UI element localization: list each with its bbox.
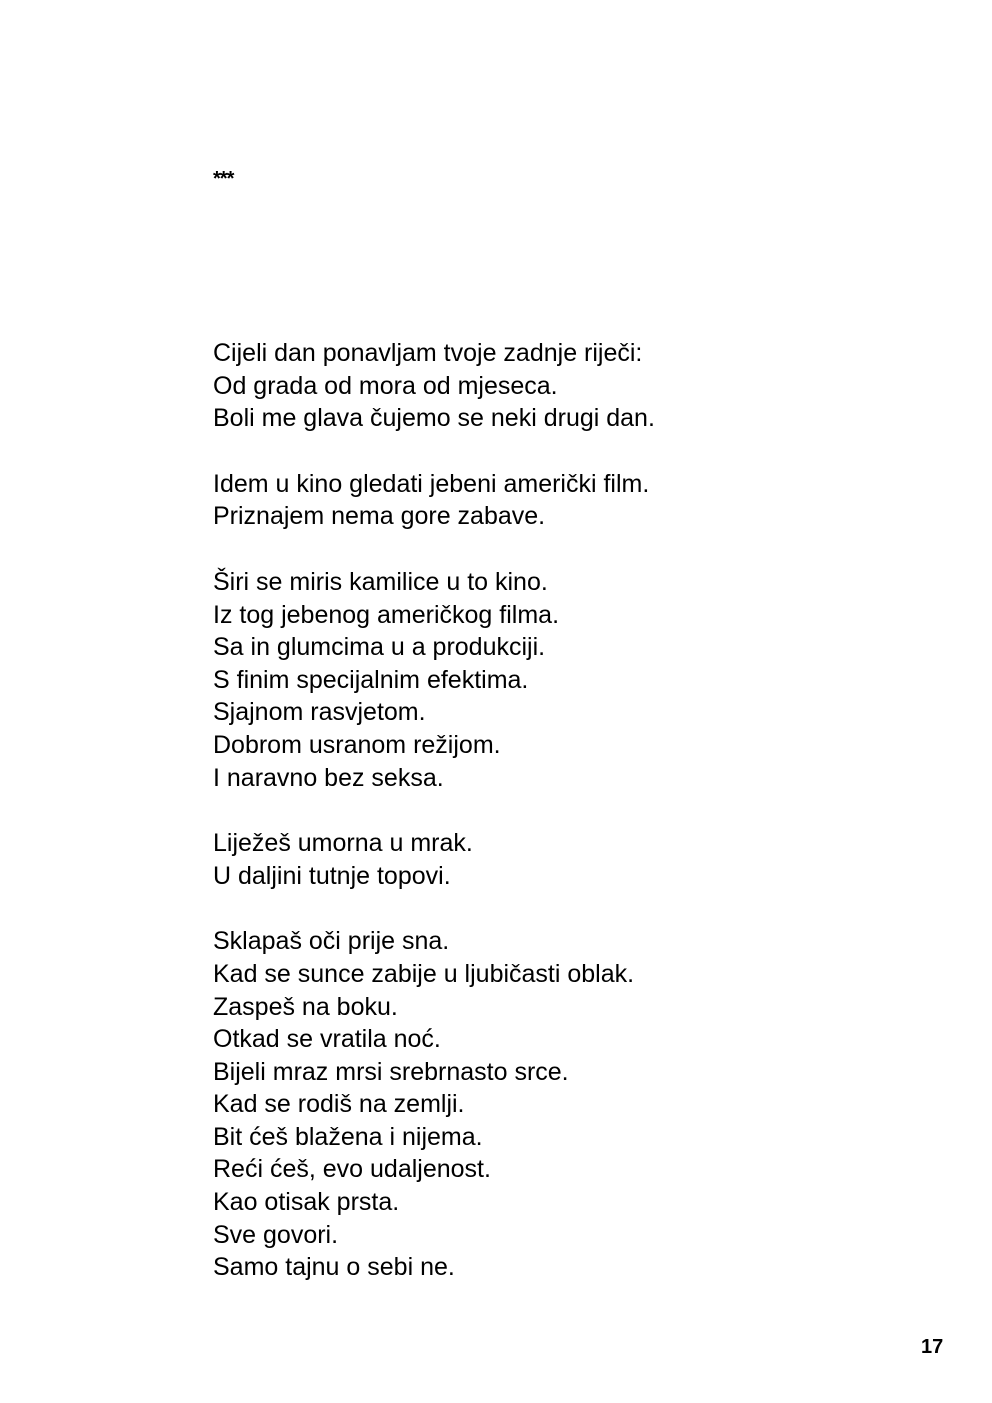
poem-line: I naravno bez seksa. [213,763,444,792]
section-ornament: *** [213,168,234,190]
poem-line: Kao otisak prsta. [213,1188,400,1217]
stanza-3 [213,566,913,794]
poem-line: Bit ćeš blažena i nijema. [213,1122,483,1151]
poem-line: S finim specijalnim efektima. [213,665,529,694]
poem-line: Boli me glava čujemo se neki drugi dan. [213,404,655,433]
page-number: 17 [921,1336,944,1358]
poem-line: Dobrom usranom režijom. [213,730,501,759]
stanza-1 [213,337,913,435]
poem-line: Širi se miris kamilice u to kino. [213,567,548,596]
poem-line: Liježeš umorna u mrak. [213,829,473,858]
poem-line: Kad se rodiš na zemlji. [213,1090,465,1119]
poem [213,337,913,1317]
poem-line: Cijeli dan ponavljam tvoje zadnje riječi: [213,339,643,367]
poem-line: U daljini tutnje topovi. [213,861,451,890]
stanza-5 [213,925,913,1284]
poem-line: Sklapaš oči prije sna. [213,927,450,956]
poem-line: Sa in glumcima u a produkciji. [213,633,546,662]
stanza-4 [213,827,913,892]
poem-line: Sjajnom rasvjetom. [213,698,426,727]
poem-line: Bijeli mraz mrsi srebrnasto srce. [213,1057,569,1086]
poem-line: Idem u kino gledati jebeni američki film. [213,469,650,498]
stanza-2 [213,468,913,533]
poem-line: Zaspeš na boku. [213,992,398,1021]
poem-line: Sve govori. [213,1220,339,1249]
poem-line: Otkad se vratila noć. [213,1025,441,1054]
poem-line: Od grada od mora od mjeseca. [213,371,558,400]
poem-line: Priznajem nema gore zabave. [213,502,546,531]
poem-line: Iz tog jebenog američkog filma. [213,600,560,629]
poem-line: Kad se sunce zabije u ljubičasti oblak. [213,959,635,988]
poem-line: Samo tajnu o sebi ne. [213,1253,455,1282]
poem-line: Reći ćeš, evo udaljenost. [213,1155,491,1184]
